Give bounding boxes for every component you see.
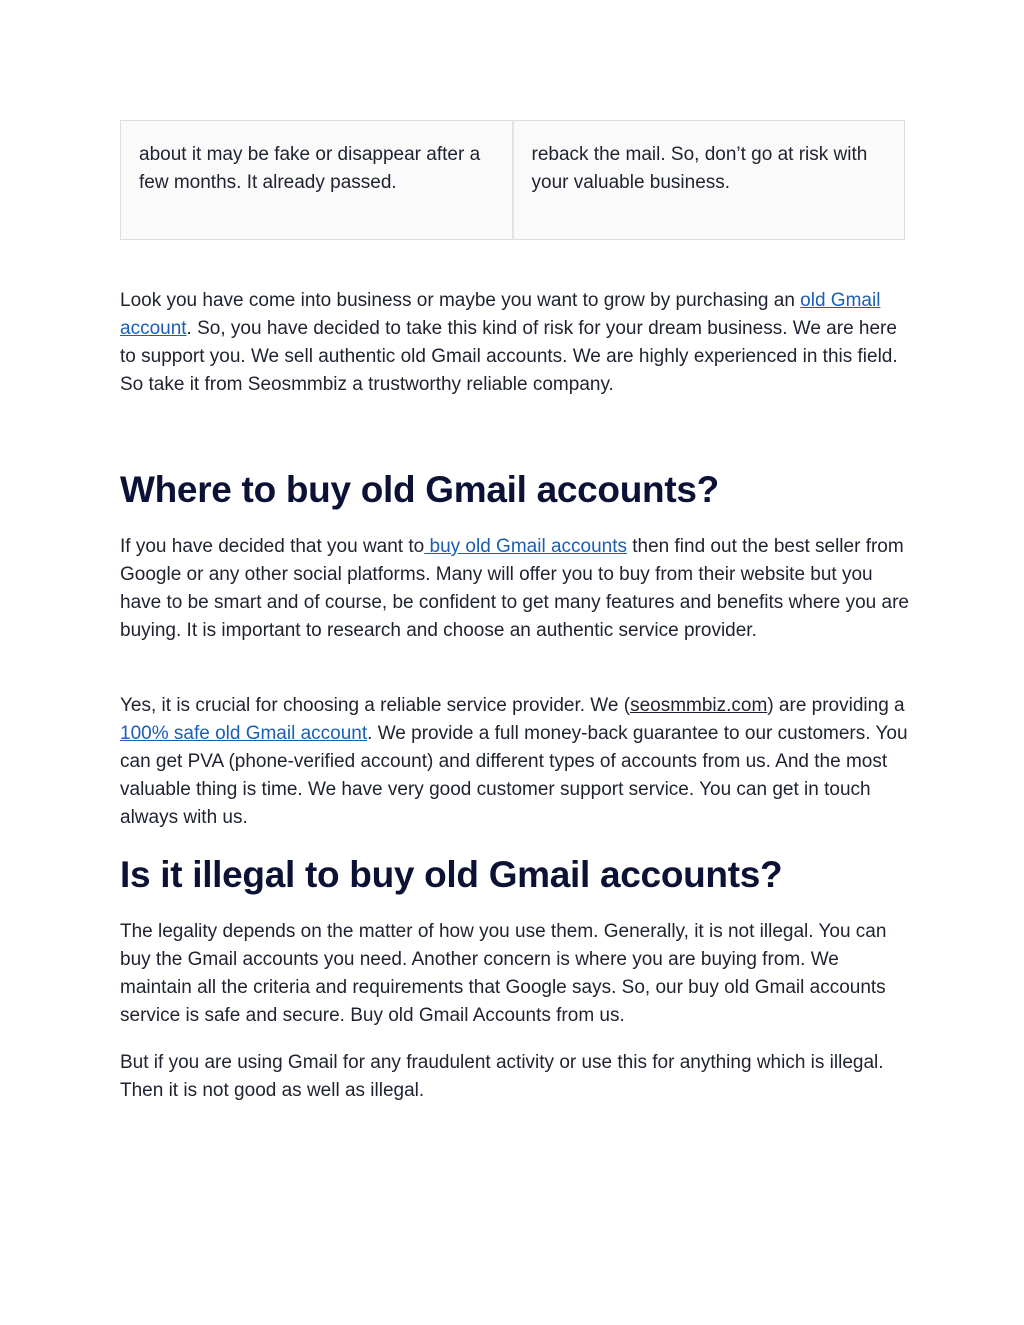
comparison-table xyxy=(120,120,905,240)
old-gmail-account-link[interactable]: old Gmail account xyxy=(120,290,881,339)
where-p2-text: Yes, it is crucial for choosing a reliable service provider. We ( xyxy=(120,695,631,716)
illegal-paragraph-1: The legality depends on the matter of how you use them. Generally, it is not illegal. You can buy the Gmail accounts you need. Another concern is where you are buying from. We maintain all the criteria and requirements that Google says. So, our buy old Gmail accounts service is safe and secure. Buy old Gmail Accounts from us. xyxy=(120,921,887,1026)
illegal-paragraph-2: But if you are using Gmail for any fraudulent activity or use this for anything which is illegal. Then it is not good as well as illegal. xyxy=(120,1052,884,1101)
intro-paragraph xyxy=(120,287,910,399)
where-p1-text: If you have decided that you want to xyxy=(120,536,425,557)
where-p2-text-mid: ) are providing a xyxy=(767,695,905,716)
intro-text-continued: . So, you have decided to take this kind of risk for your dream business. We are here to support you. We sell authentic old Gmail accounts. We are highly experienced in this field. So take it from Seosmmbiz a trustworthy reliable company. xyxy=(120,318,898,395)
buy-old-gmail-accounts-link[interactable]: buy old Gmail accounts xyxy=(424,536,627,557)
where-p1-text-continued: then find out the best seller from Google or any other social platforms. Many will offer you to buy from their website but you have to be smart and of course, be confident to get many features and benefits where you are buying. It is important to research and choose an authentic service provider. xyxy=(120,536,909,641)
table-cell-left: about it may be fake or disappear after a few months. It already passed. xyxy=(139,144,481,193)
where-paragraph-2 xyxy=(120,692,910,832)
heading-where-to-buy: Where to buy old Gmail accounts? xyxy=(120,469,719,510)
heading-is-it-illegal: Is it illegal to buy old Gmail accounts? xyxy=(120,854,783,895)
seosmmbiz-site-link[interactable]: seosmmbiz.com xyxy=(630,695,768,716)
safe-old-gmail-account-link[interactable]: 100% safe old Gmail account xyxy=(120,723,368,744)
table-cell-right: reback the mail. So, don’t go at risk with your valuable business. xyxy=(512,121,905,239)
where-paragraph-1 xyxy=(120,533,910,645)
where-p2-text-end: . We provide a full money-back guarantee to our customers. You can get PVA (phone-verified account) and different types of accounts from us. And the most valuable thing is time. We have very good customer support service. You can get in touch always with us. xyxy=(120,723,908,828)
intro-text: Look you have come into business or maybe you want to grow by purchasing an xyxy=(120,290,801,311)
